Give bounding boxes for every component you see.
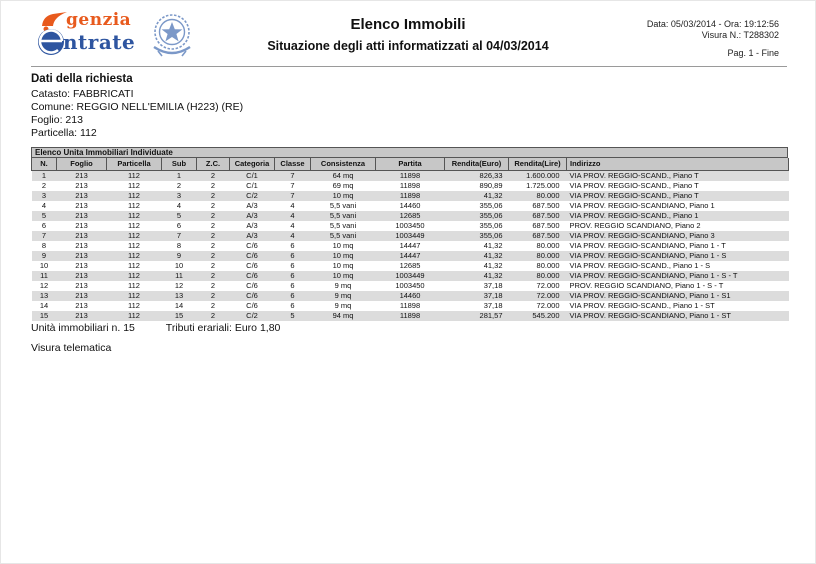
table-cell: 41,32 [483, 190, 503, 200]
table-cell: VIA PROV. REGGIO-SCANDIANO, Piano 1 [569, 200, 715, 210]
table-cell: 2 [210, 210, 216, 220]
table-cell: 11898 [399, 190, 421, 200]
table-cell: 2 [210, 200, 216, 210]
table-cell: 7 [41, 230, 47, 240]
table-cell: 41,32 [483, 260, 503, 270]
table-cell: 687.500 [532, 220, 560, 230]
table-cell: VIA PROV. REGGIO-SCANDIANO, Piano 1 - T [569, 240, 726, 250]
table-cell: 11 [40, 270, 48, 280]
table-cell: 3 [176, 190, 182, 200]
table-row [32, 201, 789, 211]
table-row [32, 291, 789, 301]
table-cell: 4 [41, 200, 47, 210]
table-cell: C/6 [246, 300, 258, 310]
column-header: Z.C. [197, 158, 230, 170]
column-header: Rendita(Lire) [509, 158, 567, 170]
table-cell: 8 [176, 240, 182, 250]
table-cell: A/3 [246, 230, 258, 240]
table-cell: 112 [128, 260, 140, 270]
table-cell: 12 [39, 280, 49, 290]
table-cell: 1.725.000 [526, 180, 560, 190]
request-line: Catasto: FABBRICATI [31, 88, 134, 100]
column-header: Partita [376, 158, 445, 170]
table-cell: 213 [75, 280, 88, 290]
column-header: Rendita(Euro) [445, 158, 509, 170]
table-cell: 10 mq [332, 260, 354, 270]
table-cell: 14460 [399, 290, 421, 300]
table-cell: 5,5 vani [329, 230, 357, 240]
table-cell: 112 [128, 170, 140, 180]
table-cell: 13 [174, 290, 184, 300]
table-cell: 2 [210, 180, 216, 190]
table-cell: VIA PROV. REGGIO-SCAND., Piano T [569, 170, 699, 180]
table-cell: 2 [210, 230, 216, 240]
table-row [32, 191, 789, 201]
table-cell: VIA PROV. REGGIO-SCAND., Piano 1 - ST [569, 300, 715, 310]
table-cell: 6 [290, 240, 295, 250]
units-count: Unità immobiliari n. 15 [31, 322, 135, 334]
table-row [32, 281, 789, 291]
table-cell: 10 [39, 260, 49, 270]
table-cell: 4 [290, 200, 295, 210]
table-cell: 2 [210, 240, 216, 250]
table-cell: 10 mq [332, 190, 354, 200]
table-cell: 13 [39, 290, 49, 300]
table-cell: 2 [210, 250, 216, 260]
table-cell: 80.000 [536, 250, 560, 260]
table-cell: 37,18 [483, 280, 503, 290]
table-cell: C/6 [246, 260, 258, 270]
table-cell: 213 [75, 290, 88, 300]
table-cell: 112 [128, 290, 140, 300]
table-cell: 7 [290, 180, 295, 190]
table-row [32, 251, 789, 261]
table-cell: 6 [290, 290, 295, 300]
table-cell: 4 [290, 220, 295, 230]
column-header: Categoria [230, 158, 275, 170]
table-cell: 12 [174, 280, 184, 290]
table-cell: C/6 [246, 280, 258, 290]
table-cell: C/6 [246, 240, 258, 250]
table-cell: 112 [128, 210, 140, 220]
units-table-header-row [32, 158, 789, 170]
table-cell: 37,18 [483, 300, 503, 310]
table-cell: 14 [39, 300, 49, 310]
table-cell: 69 mq [332, 180, 354, 190]
table-cell: C/2 [246, 190, 258, 200]
table-cell: VIA PROV. REGGIO-SCAND., Piano 1 - S [569, 260, 711, 270]
request-line: Particella: 112 [31, 127, 97, 139]
table-cell: 213 [75, 220, 88, 230]
table-row [32, 170, 789, 181]
table-cell: 213 [75, 310, 88, 320]
request-line: Foglio: 213 [31, 114, 83, 126]
table-cell: 112 [128, 240, 140, 250]
table-cell: 6 [290, 270, 295, 280]
table-row [32, 211, 789, 221]
logo-text-agenzia: genzia [66, 10, 132, 30]
table-band-title: Elenco Unita Immobiliari Individuate [31, 147, 788, 158]
table-cell: 2 [210, 270, 216, 280]
column-header: Foglio [57, 158, 107, 170]
table-cell: 112 [128, 280, 140, 290]
table-cell: 6 [290, 300, 295, 310]
column-header: Indirizzo [567, 158, 789, 170]
table-cell: 3 [41, 190, 47, 200]
units-section [31, 147, 788, 321]
table-cell: VIA PROV. REGGIO-SCAND., Piano 1 [569, 210, 699, 220]
table-cell: 10 mq [332, 270, 354, 280]
request-heading: Dati della richiesta [31, 73, 133, 85]
table-cell: 2 [210, 310, 216, 320]
table-cell: 80.000 [536, 190, 560, 200]
table-cell: 5 [290, 310, 295, 320]
table-cell: 7 [290, 190, 295, 200]
column-header: Sub [162, 158, 197, 170]
table-cell: 37,18 [483, 290, 503, 300]
column-header: Consistenza [311, 158, 376, 170]
table-cell: 112 [128, 200, 140, 210]
table-cell: 2 [210, 190, 216, 200]
table-cell: 2 [210, 170, 216, 180]
table-cell: 9 mq [334, 300, 352, 310]
table-cell: VIA PROV. REGGIO-SCANDIANO, Piano 3 [569, 230, 715, 240]
table-cell: 12685 [399, 260, 421, 270]
table-cell: 213 [75, 180, 88, 190]
table-cell: VIA PROV. REGGIO-SCANDIANO, Piano 1 - ST [569, 310, 731, 320]
table-cell: 9 mq [334, 290, 352, 300]
table-cell: A/3 [246, 200, 258, 210]
table-cell: 112 [128, 270, 140, 280]
table-cell: 213 [75, 260, 88, 270]
table-cell: 41,32 [483, 250, 503, 260]
table-cell: 5 [176, 210, 182, 220]
table-cell: 2 [176, 180, 182, 190]
table-cell: 355,06 [479, 200, 503, 210]
table-cell: 2 [210, 220, 216, 230]
column-header: N. [32, 158, 57, 170]
table-cell: 355,06 [479, 220, 503, 230]
table-cell: 213 [75, 210, 88, 220]
table-cell: 213 [75, 190, 88, 200]
table-cell: 80.000 [536, 240, 560, 250]
table-cell: VIA PROV. REGGIO-SCANDIANO, Piano 1 - S [569, 250, 727, 260]
table-cell: 15 [39, 310, 49, 320]
table-cell: 687.500 [532, 200, 560, 210]
column-header: Particella [107, 158, 162, 170]
table-cell: 8 [41, 240, 47, 250]
table-cell: 213 [75, 250, 88, 260]
table-cell: 4 [290, 210, 295, 220]
table-row [32, 311, 789, 321]
table-cell: 6 [176, 220, 182, 230]
table-cell: 94 mq [332, 310, 354, 320]
table-cell: 80.000 [536, 270, 560, 280]
table-cell: 80.000 [536, 260, 560, 270]
table-cell: 5,5 vani [329, 210, 357, 220]
table-cell: 281,57 [479, 310, 503, 320]
table-cell: 1 [41, 170, 47, 180]
table-cell: 2 [210, 280, 216, 290]
table-cell: 6 [41, 220, 47, 230]
table-cell: 4 [176, 200, 182, 210]
table-cell: 64 mq [332, 170, 354, 180]
page-indicator: Pag. 1 - Fine [727, 48, 779, 58]
logo-text-entrate: ntrate [63, 30, 136, 54]
table-cell: 9 mq [334, 280, 352, 290]
table-cell: 687.500 [532, 230, 560, 240]
table-cell: 1003449 [395, 230, 425, 240]
table-cell: C/6 [246, 290, 258, 300]
table-row [32, 271, 789, 281]
table-cell: 14447 [399, 240, 421, 250]
table-cell: 72.000 [536, 280, 560, 290]
table-cell: 11898 [399, 170, 421, 180]
table-cell: 112 [128, 220, 140, 230]
table-cell: 7 [176, 230, 182, 240]
table-cell: 5,5 vani [329, 200, 357, 210]
totals-row [31, 322, 280, 334]
table-row [32, 301, 789, 311]
table-row [32, 261, 789, 271]
table-cell: 15 [174, 310, 184, 320]
table-cell: 72.000 [536, 290, 560, 300]
table-cell: 112 [128, 300, 140, 310]
table-cell: A/3 [246, 210, 258, 220]
table-cell: 112 [128, 230, 140, 240]
table-cell: 11898 [399, 310, 421, 320]
table-cell: 687.500 [532, 210, 560, 220]
table-cell: 4 [290, 230, 295, 240]
table-cell: 14 [174, 300, 184, 310]
table-cell: 6 [290, 250, 295, 260]
table-cell: C/2 [246, 310, 258, 320]
table-cell: C/6 [246, 250, 258, 260]
table-cell: 1003450 [395, 220, 425, 230]
table-cell: 112 [128, 180, 140, 190]
table-cell: 14447 [399, 250, 421, 260]
print-date: Data: 05/03/2014 - Ora: 19:12:56 [646, 19, 779, 29]
table-cell: 2 [210, 300, 216, 310]
table-cell: C/1 [246, 180, 258, 190]
header-divider [31, 66, 787, 67]
visura-type: Visura telematica [31, 342, 112, 354]
table-cell: A/3 [246, 220, 258, 230]
table-cell: VIA PROV. REGGIO-SCAND., Piano T [569, 190, 699, 200]
taxes-label: Tributi erariali: Euro 1,80 [165, 322, 281, 334]
table-cell: 1003450 [395, 280, 425, 290]
table-cell: 1 [176, 170, 182, 180]
table-cell: 1003449 [395, 270, 425, 280]
table-cell: 5,5 vani [329, 220, 357, 230]
table-cell: 9 [41, 250, 47, 260]
column-header: Classe [275, 158, 311, 170]
table-cell: 10 mq [332, 240, 354, 250]
page-subtitle: Situazione degli atti informatizzati al 04/03/2014 [267, 39, 549, 53]
table-cell: C/6 [246, 270, 258, 280]
table-cell: PROV. REGGIO SCANDIANO, Piano 2 [569, 220, 701, 230]
table-cell: 11 [175, 270, 183, 280]
table-row [32, 231, 789, 241]
table-cell: 1.600.000 [526, 170, 560, 180]
table-cell: 545.200 [532, 310, 560, 320]
request-lines [31, 88, 243, 140]
table-row [32, 181, 789, 191]
visura-number: Visura N.: T288302 [701, 30, 779, 40]
table-cell: 213 [75, 200, 88, 210]
table-cell: 355,06 [479, 210, 503, 220]
table-cell: 2 [210, 260, 216, 270]
table-cell: 213 [75, 300, 88, 310]
table-cell: PROV. REGGIO SCANDIANO, Piano 1 - S - T [569, 280, 724, 290]
table-cell: 6 [290, 260, 295, 270]
table-cell: VIA PROV. REGGIO-SCAND., Piano T [569, 180, 699, 190]
print-info-block [647, 19, 779, 59]
table-cell: 213 [75, 270, 88, 280]
table-row [32, 221, 789, 231]
table-cell: 14460 [399, 200, 421, 210]
italian-republic-emblem-icon [149, 11, 195, 61]
units-table-body [32, 170, 789, 321]
table-cell: 355,06 [479, 230, 503, 240]
page-title: Elenco Immobili [350, 16, 466, 33]
table-cell: 10 [174, 260, 184, 270]
units-table [31, 158, 789, 321]
table-cell: 9 [176, 250, 182, 260]
table-cell: 5 [41, 210, 47, 220]
table-cell: 41,32 [483, 270, 503, 280]
table-row [32, 241, 789, 251]
table-cell: VIA PROV. REGGIO-SCANDIANO, Piano 1 - S1 [569, 290, 731, 300]
table-cell: 12685 [399, 210, 421, 220]
table-cell: 826,33 [479, 170, 503, 180]
table-cell: 10 mq [332, 250, 354, 260]
table-cell: 213 [75, 230, 88, 240]
table-cell: C/1 [246, 170, 258, 180]
table-cell: 7 [290, 170, 295, 180]
table-cell: 41,32 [483, 240, 503, 250]
request-data-section [31, 73, 243, 140]
table-cell: 112 [128, 310, 140, 320]
table-cell: 72.000 [536, 300, 560, 310]
table-cell: 112 [128, 190, 140, 200]
table-cell: 2 [41, 180, 47, 190]
table-cell: 112 [128, 250, 140, 260]
table-cell: 11898 [399, 300, 421, 310]
table-cell: 6 [290, 280, 295, 290]
table-cell: 890,89 [479, 180, 503, 190]
table-cell: 11898 [399, 180, 421, 190]
table-cell: 213 [75, 170, 88, 180]
table-cell: 213 [75, 240, 88, 250]
request-line: Comune: REGGIO NELL'EMILIA (H223) (RE) [31, 101, 244, 113]
table-cell: VIA PROV. REGGIO-SCANDIANO, Piano 1 - S - T [569, 270, 738, 280]
table-cell: 2 [210, 290, 216, 300]
